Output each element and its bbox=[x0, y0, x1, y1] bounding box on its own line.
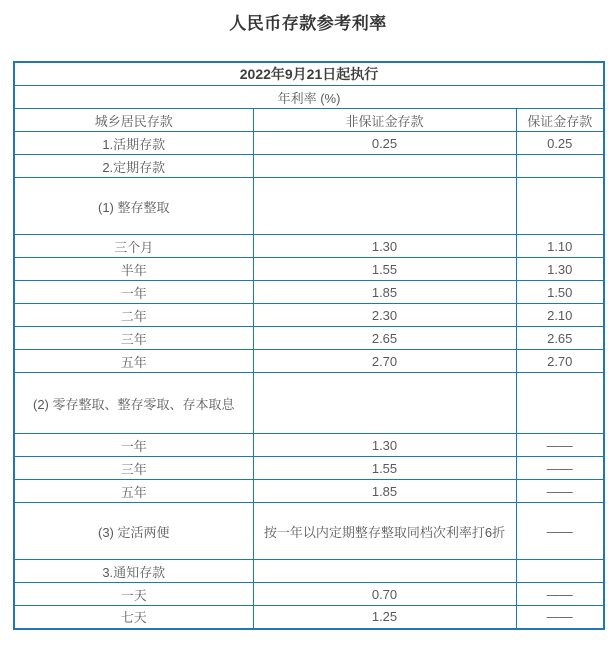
cell-term: 一天 bbox=[14, 583, 253, 606]
cell-term: 3.通知存款 bbox=[14, 560, 253, 583]
cell-rate-margin bbox=[516, 560, 604, 583]
cell-rate-nonmargin: 1.55 bbox=[253, 258, 516, 281]
annual-rate-unit-cell: 年利率 (%) bbox=[14, 86, 604, 109]
table-row bbox=[14, 457, 604, 480]
table-row bbox=[14, 178, 604, 235]
cell-rate-nonmargin: 0.25 bbox=[253, 132, 516, 155]
cell-rate-nonmargin: 1.85 bbox=[253, 480, 516, 503]
cell-rate-margin: 1.50 bbox=[516, 281, 604, 304]
cell-rate-margin: —— bbox=[516, 583, 604, 606]
cell-rate-margin bbox=[516, 178, 604, 235]
cell-term: 二年 bbox=[14, 304, 253, 327]
table-row bbox=[14, 503, 604, 560]
table-row bbox=[14, 235, 604, 258]
cell-rate-nonmargin bbox=[253, 155, 516, 178]
cell-rate-nonmargin: 1.30 bbox=[253, 235, 516, 258]
cell-term: 七天 bbox=[14, 606, 253, 629]
effective-date-cell: 2022年9月21日起执行 bbox=[14, 62, 604, 86]
cell-rate-margin: —— bbox=[516, 480, 604, 503]
cell-rate-nonmargin: 2.65 bbox=[253, 327, 516, 350]
table-row-effective-date bbox=[14, 62, 604, 86]
cell-rate-nonmargin: 0.70 bbox=[253, 583, 516, 606]
deposit-rates-table bbox=[13, 61, 605, 630]
cell-rate-margin bbox=[516, 373, 604, 434]
table-row bbox=[14, 304, 604, 327]
cell-rate-margin: —— bbox=[516, 503, 604, 560]
cell-term: 2.定期存款 bbox=[14, 155, 253, 178]
cell-term: (2) 零存整取、整存零取、存本取息 bbox=[14, 373, 253, 434]
cell-term: 一年 bbox=[14, 281, 253, 304]
cell-term: 三年 bbox=[14, 327, 253, 350]
table-row bbox=[14, 373, 604, 434]
cell-rate-nonmargin: 按一年以内定期整存整取同档次利率打6折 bbox=[253, 503, 516, 560]
cell-rate-nonmargin: 1.85 bbox=[253, 281, 516, 304]
cell-rate-margin: —— bbox=[516, 457, 604, 480]
table-row bbox=[14, 560, 604, 583]
cell-term: 三个月 bbox=[14, 235, 253, 258]
cell-rate-margin: 1.30 bbox=[516, 258, 604, 281]
cell-term: 1.活期存款 bbox=[14, 132, 253, 155]
cell-rate-margin: —— bbox=[516, 606, 604, 629]
cell-rate-nonmargin bbox=[253, 178, 516, 235]
column-header-margin: 保证金存款 bbox=[516, 109, 604, 132]
page-title: 人民币存款参考利率 bbox=[229, 14, 387, 33]
cell-rate-margin: 1.10 bbox=[516, 235, 604, 258]
cell-term: (3) 定活两便 bbox=[14, 503, 253, 560]
cell-rate-margin bbox=[516, 155, 604, 178]
table-row bbox=[14, 350, 604, 373]
cell-term: (1) 整存整取 bbox=[14, 178, 253, 235]
table-row bbox=[14, 583, 604, 606]
cell-term: 一年 bbox=[14, 434, 253, 457]
cell-rate-nonmargin: 2.30 bbox=[253, 304, 516, 327]
cell-rate-nonmargin: 2.70 bbox=[253, 350, 516, 373]
cell-term: 半年 bbox=[14, 258, 253, 281]
cell-term: 五年 bbox=[14, 350, 253, 373]
cell-rate-nonmargin: 1.55 bbox=[253, 457, 516, 480]
cell-rate-margin: —— bbox=[516, 434, 604, 457]
cell-term: 三年 bbox=[14, 457, 253, 480]
table-header-row bbox=[14, 109, 604, 132]
column-header-deposit-type: 城乡居民存款 bbox=[14, 109, 253, 132]
table-row-unit-note bbox=[14, 86, 604, 109]
table-row bbox=[14, 258, 604, 281]
table-row bbox=[14, 281, 604, 304]
table-row bbox=[14, 606, 604, 629]
column-header-non-margin: 非保证金存款 bbox=[253, 109, 516, 132]
cell-rate-margin: 0.25 bbox=[516, 132, 604, 155]
cell-rate-nonmargin: 1.25 bbox=[253, 606, 516, 629]
table-row bbox=[14, 327, 604, 350]
cell-rate-margin: 2.10 bbox=[516, 304, 604, 327]
cell-rate-margin: 2.65 bbox=[516, 327, 604, 350]
cell-rate-nonmargin: 1.30 bbox=[253, 434, 516, 457]
table-row bbox=[14, 480, 604, 503]
cell-rate-nonmargin bbox=[253, 373, 516, 434]
cell-rate-nonmargin bbox=[253, 560, 516, 583]
cell-rate-margin: 2.70 bbox=[516, 350, 604, 373]
cell-term: 五年 bbox=[14, 480, 253, 503]
table-row bbox=[14, 155, 604, 178]
table-row bbox=[14, 132, 604, 155]
table-row bbox=[14, 434, 604, 457]
